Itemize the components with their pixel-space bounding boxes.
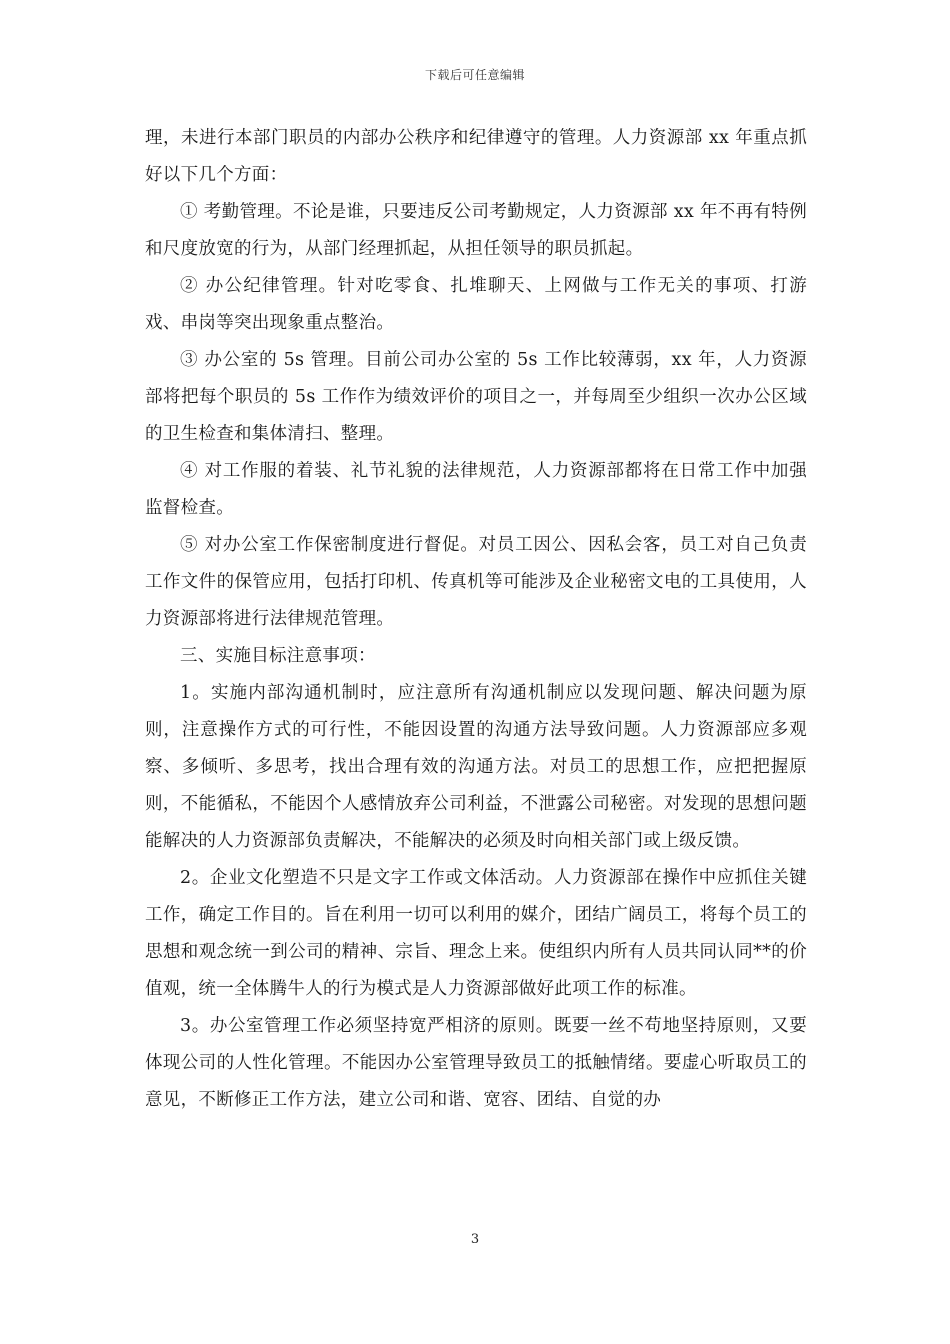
paragraph-item-1: 1。实施内部沟通机制时，应注意所有沟通机制应以发现问题、解决问题为原则，注意操作方式的可行性，不能因设置的沟通方法导致问题。人力资源部应多观察、多倾听、多思考，找出合理有效的沟通方法。对员工的思想工作，应把把握原则，不能循私，不能因个人感情放弃公司利益，不泄露公司秘密。对发现的思想问题能解决的人力资源部负责解决，不能解决的必须及时向相关部门或上级反馈。 [145,683,807,851]
paragraph-5s: ③ 办公室的 5s 管理。目前公司办公室的 5s 工作比较薄弱，xx 年，人力资源部将把每个职员的 5s 工作作为绩效评价的项目之一，并每周至少组织一次办公区域的卫生检查和集体清扫、整理。 [145,350,807,444]
paragraph-confidentiality: ⑤ 对办公室工作保密制度进行督促。对员工因公、因私会客，员工对自己负责工作文件的保管应用，包括打印机、传真机等可能涉及企业秘密文电的工具使用，人力资源部将进行法律规范管理。 [145,535,807,629]
paragraph-discipline: ② 办公纪律管理。针对吃零食、扎堆聊天、上网做与工作无关的事项、打游戏、串岗等突出现象重点整治。 [145,276,807,333]
paragraph-item-3: 3。办公室管理工作必须坚持宽严相济的原则。既要一丝不苟地坚持原则，又要体现公司的人性化管理。不能因办公室管理导致员工的抵触情绪。要虚心听取员工的意见，不断修正工作方法，建立公司和谐、宽容、团结、自觉的办 [145,1016,807,1110]
document-body [145,120,807,1119]
page-number: 3 [470,1232,480,1247]
paragraph-attendance: ① 考勤管理。不论是谁，只要违反公司考勤规定，人力资源部 xx 年不再有特例和尺度放宽的行为，从部门经理抓起，从担任领导的职员抓起。 [145,202,807,259]
section-heading-3: 三、实施目标注意事项： [180,646,376,666]
paragraph-dress-code: ④ 对工作服的着装、礼节礼貌的法律规范，人力资源部都将在日常工作中加强监督检查。 [145,461,807,518]
paragraph-continuation: 理，未进行本部门职员的内部办公秩序和纪律遵守的管理。人力资源部 xx 年重点抓好以下几个方面： [145,128,807,185]
header-note: 下载后可任意编辑 [424,68,525,82]
paragraph-item-2: 2。企业文化塑造不只是文字工作或文体活动。人力资源部在操作中应抓住关键工作，确定工作目的。旨在利用一切可以利用的媒介，团结广阔员工，将每个员工的思想和观念统一到公司的精神、宗旨、理念上来。使组织内所有人员共同认同**的价值观，统一全体腾牛人的行为模式是人力资源部做好此项工作的标准。 [145,868,807,999]
